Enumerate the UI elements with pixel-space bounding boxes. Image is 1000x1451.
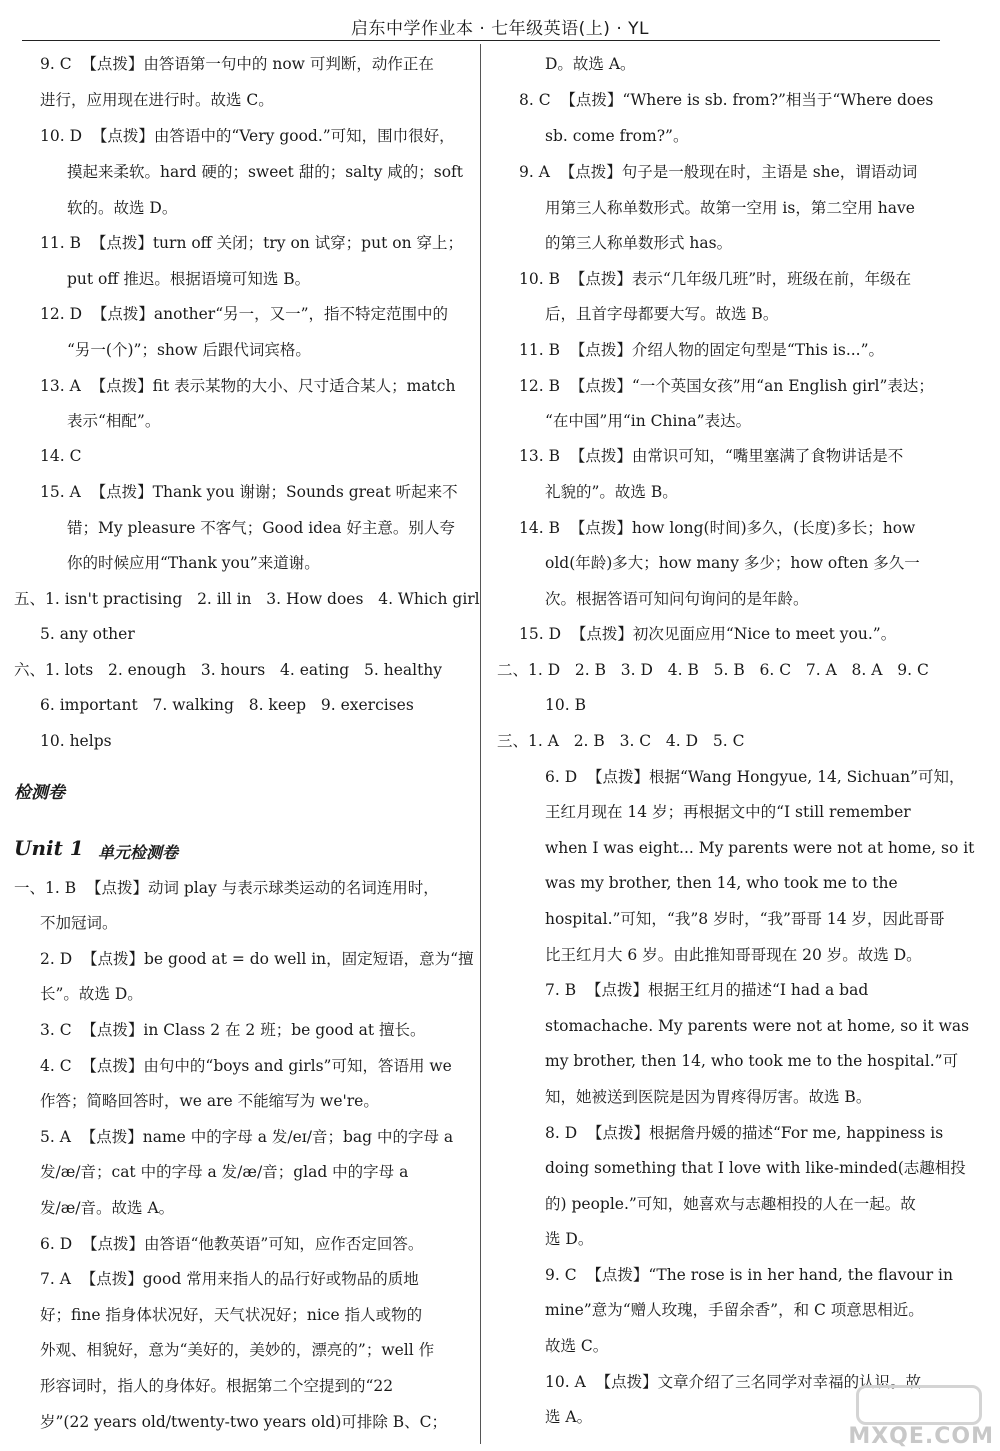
answer-line: D。故选 A。 <box>545 55 636 73</box>
answer-line: 五、1. isn't practising 2. ill in 3. How does 4. Which girl <box>14 590 480 608</box>
answer-line: 知，她被送到医院是因为胃疼得厉害。故选 B。 <box>545 1088 872 1106</box>
answer-line: 11. B 【点拨】介绍人物的固定句型是“This is...”。 <box>519 341 885 359</box>
answer-line: 10. A 【点拨】文章介绍了三名同学对幸福的认识。故 <box>545 1373 922 1391</box>
page-header <box>0 0 1000 44</box>
answer-line: 6. D 【点拨】根据“Wang Hongyue, 14, Sichuan”可知， <box>545 768 965 786</box>
answer-line: 13. B 【点拨】由常识可知，“嘴里塞满了食物讲话是不 <box>519 447 904 465</box>
answer-line: 摸起来柔软。hard 硬的；sweet 甜的；salty 咸的；soft <box>67 163 464 181</box>
answer-line: 4. C 【点拨】由句中的“boys and girls”可知，答语用 we <box>40 1057 452 1075</box>
answer-line: 11. B 【点拨】turn off 关闭；try on 试穿；put on 穿上； <box>40 234 463 252</box>
answer-line: stomachache. My parents were not at home, so it was <box>545 1017 970 1035</box>
unit-heading: Unit 1 <box>14 836 84 860</box>
answer-line: 6. D 【点拨】由答语“他教英语”可知，应作否定回答。 <box>40 1235 424 1253</box>
answer-line: 作答；简略回答时，we are 不能缩写为 we're。 <box>40 1092 379 1110</box>
answer-line: 9. A 【点拨】句子是一般现在时，主语是 she，谓语动词 <box>519 163 918 181</box>
answer-line: 礼貌的”。故选 B。 <box>545 483 678 501</box>
answer-line: “在中国”用“in China”表达。 <box>545 412 752 430</box>
answer-line: 比王红月大 6 岁。由此推知哥哥现在 20 岁。故选 D。 <box>545 946 922 964</box>
answer-line: 岁”(22 years old/twenty-two years old)可排除 B、C； <box>40 1413 448 1431</box>
answer-line: 形容词时，指人的身体好。根据第二个空提到的“22 <box>40 1377 394 1395</box>
answer-line: mine”意为“赠人玫瑰，手留余香”，和 C 项意思相近。 <box>545 1301 924 1319</box>
answer-line: 6. important 7. walking 8. keep 9. exercises <box>40 696 414 714</box>
section-heading: 检测卷 <box>14 783 65 803</box>
answer-line: put off 推迟。根据语境可知选 B。 <box>67 270 311 288</box>
answer-line: hospital.”可知，“我”8 岁时，“我”哥哥 14 岁，因此哥哥 <box>545 910 945 928</box>
answer-line: 7. A 【点拨】good 常用来指人的品行好或物品的质地 <box>40 1270 419 1288</box>
answer-line: when I was eight... My parents were not at home, so it <box>545 839 975 857</box>
column-divider <box>480 44 481 1444</box>
answer-line: 二、1. D 2. B 3. D 4. B 5. B 6. C 7. A 8. A 9. C <box>497 661 929 679</box>
answer-line: 发/æ/音；cat 中的字母 a 发/æ/音；glad 中的字母 a <box>40 1163 409 1181</box>
watermark-badge-icon <box>856 1385 982 1425</box>
answer-line: 7. B 【点拨】根据王红月的描述“I had a bad <box>545 981 869 999</box>
answer-line: 9. C 【点拨】由答语第一句中的 now 可判断，动作正在 <box>40 55 434 73</box>
answer-line: 长”。故选 D。 <box>40 985 143 1003</box>
answer-line: 错；My pleasure 不客气；Good idea 好主意。别人夸 <box>67 519 455 537</box>
answer-line: 六、1. lots 2. enough 3. hours 4. eating 5. healthy <box>14 661 443 679</box>
answer-line: 15. D 【点拨】初次见面应用“Nice to meet you.”。 <box>519 625 897 643</box>
answer-line: 14. C <box>40 447 82 465</box>
answer-line: 后，且首字母都要大写。故选 B。 <box>545 305 779 323</box>
answer-line: 9. C 【点拨】“The rose is in her hand, the flavour in <box>545 1266 953 1284</box>
answer-line: 选 D。 <box>545 1230 594 1248</box>
answer-line: 12. B 【点拨】“一个英国女孩”用“an English girl”表达； <box>519 377 934 395</box>
answer-line: 表示“相配”。 <box>67 412 161 430</box>
answer-line: 12. D 【点拨】another“另一，又一”，指不特定范围中的 <box>40 305 449 323</box>
header-rule <box>22 40 940 41</box>
answer-line: 的第三人称单数形式 has。 <box>545 234 733 252</box>
answer-line: 10. B <box>545 696 586 714</box>
answer-line: 3. C 【点拨】in Class 2 在 2 班；be good at 擅长。 <box>40 1021 426 1039</box>
header-title: 启东中学作业本 · 七年级英语(上) · YL <box>350 19 650 39</box>
answer-line: 好；fine 指身体状况好，天气状况好；nice 指人或物的 <box>40 1306 423 1324</box>
answer-line: 用第三人称单数形式。故第一空用 is，第二空用 have <box>545 199 915 217</box>
answer-line: 10. helps <box>40 732 112 750</box>
answer-line: 8. C 【点拨】“Where is sb. from?”相当于“Where does <box>519 91 934 109</box>
answer-line: 次。根据答语可知问句询问的是年龄。 <box>545 590 809 608</box>
answer-line: “另一(个)”；show 后跟代词宾格。 <box>67 341 311 359</box>
answer-line: my brother, then 14, who took me to the hospital.”可 <box>545 1052 959 1070</box>
answer-line: 一、1. B 【点拨】动词 play 与表示球类运动的名词连用时， <box>14 879 439 897</box>
answer-line: 软的。故选 D。 <box>67 199 178 217</box>
answer-line: 5. any other <box>40 625 135 643</box>
answer-line: 10. D 【点拨】由答语中的“Very good.”可知，围巾很好， <box>40 127 455 145</box>
site-watermark <box>834 1385 994 1449</box>
answer-line: 10. B 【点拨】表示“几年级几班”时，班级在前，年级在 <box>519 270 912 288</box>
answer-line: 14. B 【点拨】how long(时间)多久，(长度)多长；how <box>519 519 916 537</box>
answer-line: was my brother, then 14, who took me to the <box>545 874 898 892</box>
answer-line: 你的时候应用“Thank you”来道谢。 <box>67 554 320 572</box>
answer-line: 王红月现在 14 岁；再根据文中的“I still remember <box>545 803 911 821</box>
watermark-text: MXQE.COM <box>848 1424 994 1449</box>
answer-line: 不加冠词。 <box>40 914 118 932</box>
answer-line: sb. come from?”。 <box>545 127 689 145</box>
answer-line: 13. A 【点拨】fit 表示某物的大小、尺寸适合某人；match <box>40 377 456 395</box>
unit-subheading: 单元检测卷 <box>98 843 179 862</box>
answer-line: 三、1. A 2. B 3. C 4. D 5. C <box>497 732 745 750</box>
answer-line: 故选 C。 <box>545 1337 609 1355</box>
answer-line: 进行，应用现在进行时。故选 C。 <box>40 91 274 109</box>
answer-line: 8. D 【点拨】根据詹丹媛的描述“For me, happiness is <box>545 1124 944 1142</box>
answer-line: 发/æ/音。故选 A。 <box>40 1199 175 1217</box>
answer-line: 2. D 【点拨】be good at = do well in，固定短语，意为“擅 <box>40 950 474 968</box>
answer-line: 的) people.”可知，她喜欢与志趣相投的人在一起。故 <box>545 1195 916 1213</box>
answer-line: 外观、相貌好，意为“美好的，美妙的，漂亮的”；well 作 <box>40 1341 435 1359</box>
answer-line: doing something that I love with like-minded(志趣相投 <box>545 1159 966 1177</box>
answer-line: 15. A 【点拨】Thank you 谢谢；Sounds great 听起来不 <box>40 483 458 501</box>
answer-line: old(年龄)多大；how many 多少；how often 多久一 <box>545 554 920 572</box>
answer-line: 选 A。 <box>545 1408 593 1426</box>
answer-line: 5. A 【点拨】name 中的字母 a 发/eɪ/音；bag 中的字母 a <box>40 1128 454 1146</box>
